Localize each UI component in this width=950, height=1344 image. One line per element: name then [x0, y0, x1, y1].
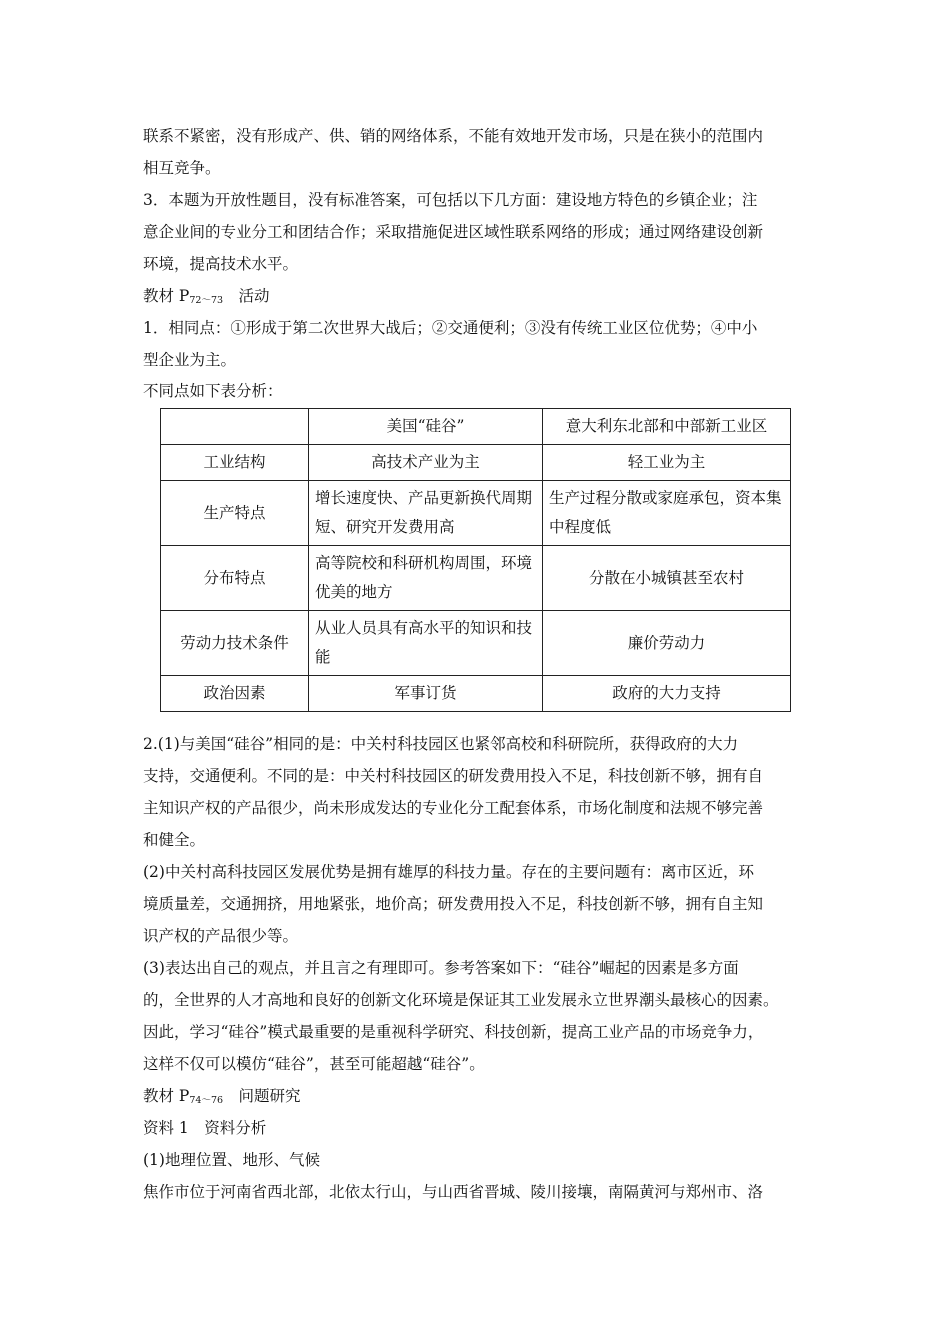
heading-page-range: 74～76	[189, 1095, 224, 1106]
section-heading-research	[143, 1085, 823, 1112]
table-cell: 增长速度快、产品更新换代周期短、研究开发费用高	[309, 481, 543, 546]
text-line: 支持，交通便利。不同的是：中关村科技园区的研发费用投入不足，科技创新不够，拥有自	[143, 767, 764, 785]
text-line: 的，全世界的人才高地和良好的创新文化环境是保证其工业发展永立世界潮头最核心的因素。	[143, 991, 779, 1009]
text-line: 资料 1 资料分析	[143, 1119, 267, 1137]
text-line: 联系不紧密，没有形成产、供、销的网络体系，不能有效地开发市场，只是在狭小的范围内	[143, 127, 764, 145]
text-line: 识产权的产品很少等。	[143, 927, 299, 945]
table-cell: 从业人员具有高水平的知识和技能	[309, 611, 543, 676]
table-cell: 军事订货	[309, 676, 543, 712]
text-line: 主知识产权的产品很少，尚未形成发达的专业化分工配套体系，市场化制度和法规不够完善	[143, 799, 764, 817]
table-cell: 高等院校和科研机构周围，环境优美的地方	[309, 546, 543, 611]
table-header-row	[161, 409, 791, 445]
table-row	[161, 546, 791, 611]
text-line: 型企业为主。	[143, 351, 237, 369]
table-row-label: 工业结构	[161, 445, 309, 481]
text-line: 焦作市位于河南省西北部，北依太行山，与山西省晋城、陵川接壤，南隔黄河与郑州市、洛	[143, 1183, 764, 1201]
text-line: 因此，学习“硅谷”模式最重要的是重视科学研究、科技创新，提高工业产品的市场竞争力，	[143, 1023, 764, 1041]
table-row	[161, 445, 791, 481]
text-line: 这样不仅可以模仿“硅谷”，甚至可能超越“硅谷”。	[143, 1055, 485, 1073]
table-row-label: 劳动力技术条件	[161, 611, 309, 676]
text-line: 不同点如下表分析：	[143, 382, 283, 400]
table-header-cell: 意大利东北部和中部新工业区	[543, 409, 791, 445]
table-cell: 生产过程分散或家庭承包，资本集中程度低	[543, 481, 791, 546]
table-cell: 分散在小城镇甚至农村	[543, 546, 791, 611]
text-line: 1．相同点：①形成于第二次世界大战后；②交通便利；③没有传统工业区位优势；④中小	[143, 319, 758, 337]
table-cell: 高技术产业为主	[309, 445, 543, 481]
table-cell: 廉价劳动力	[543, 611, 791, 676]
heading-prefix: 教材 P	[143, 287, 190, 305]
heading-prefix: 教材 P	[143, 1087, 190, 1105]
text-line: 环境，提高技术水平。	[143, 255, 299, 273]
heading-page-range: 72～73	[189, 295, 224, 306]
table-header-cell	[161, 409, 309, 445]
text-line: 2.(1)与美国“硅谷”相同的是：中关村科技园区也紧邻高校和科研院所，获得政府的大力	[143, 735, 739, 753]
comparison-table	[160, 408, 791, 712]
text-line: 境质量差，交通拥挤，用地紧张，地价高；研发费用投入不足，科技创新不够，拥有自主知	[143, 895, 764, 913]
text-line: 相互竞争。	[143, 159, 221, 177]
heading-suffix: 活动	[223, 287, 270, 305]
table-cell: 轻工业为主	[543, 445, 791, 481]
heading-suffix: 问题研究	[223, 1087, 301, 1105]
text-line: (3)表达出自己的观点，并且言之有理即可。参考答案如下：“硅谷”崛起的因素是多方面	[143, 959, 739, 977]
text-line: 3．本题为开放性题目，没有标准答案，可包括以下几方面：建设地方特色的乡镇企业；注	[143, 191, 758, 209]
table-row	[161, 676, 791, 712]
table-cell: 政府的大力支持	[543, 676, 791, 712]
table-row	[161, 611, 791, 676]
table-row-label: 分布特点	[161, 546, 309, 611]
text-line: (2)中关村高科技园区发展优势是拥有雄厚的科技力量。存在的主要问题有：离市区近，环	[143, 863, 754, 881]
text-line: 和健全。	[143, 831, 206, 849]
table-row	[161, 481, 791, 546]
table-row-label: 生产特点	[161, 481, 309, 546]
table-header-cell: 美国“硅谷”	[309, 409, 543, 445]
table-row-label: 政治因素	[161, 676, 309, 712]
section-heading-activity	[143, 285, 823, 312]
text-line: (1)地理位置、地形、气候	[143, 1151, 320, 1169]
text-line: 意企业间的专业分工和团结合作；采取措施促进区域性联系网络的形成；通过网络建设创新	[143, 223, 764, 241]
